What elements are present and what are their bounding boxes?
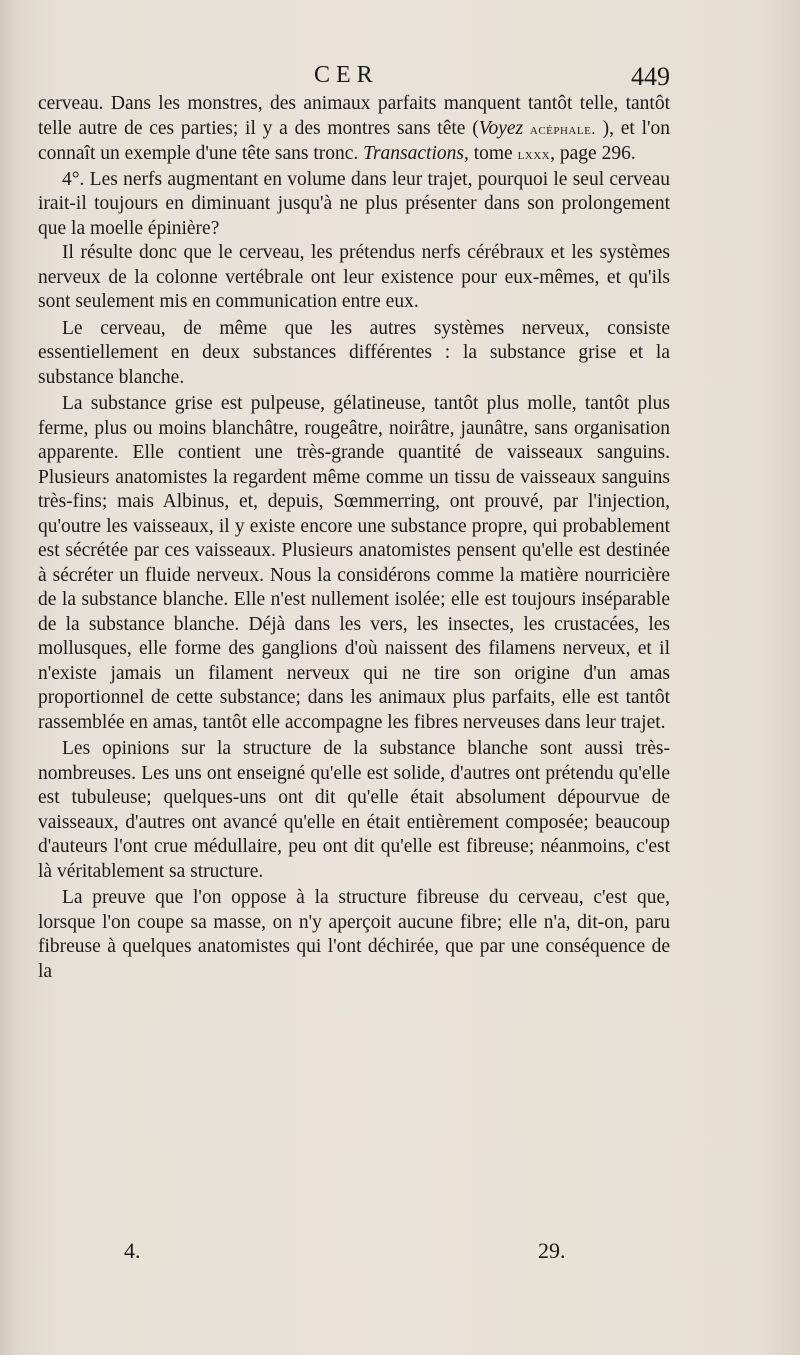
page-header [38, 62, 670, 94]
paragraph-7: La preuve que l'on oppose à la structure fibreuse du cerveau, c'est que, lorsque l'on coupe sa masse, on n'y aperçoit aucune fibre; elle n'a, dit-on, paru fibreuse à quelques anatomistes qui l'ont déchirée, que par une conséquence de la [38, 887, 670, 982]
paragraph-1-italic-voyez: Voyez [478, 117, 524, 139]
page-number: 449 [631, 62, 670, 91]
paragraph-1 [38, 92, 670, 168]
paragraph-1-text-b: ), et l'on connaît un exemple d'une tête sans tronc. [38, 117, 670, 164]
running-head: CER [314, 62, 379, 88]
paragraph-2: 4°. Les nerfs augmentant en volume dans leur trajet, pourquoi le seul cerveau irait-il toujours en diminuant jusqu'à ne plus présenter dans son prolongement que la moelle épinière? [38, 168, 670, 239]
signature-mark-left: 4. [124, 1238, 141, 1263]
paragraph-1-text-c: , tome [463, 143, 518, 164]
body-text [38, 92, 670, 984]
signature-mark-right: 29. [538, 1238, 566, 1263]
paragraph-1-smallcaps-tome: lxxx [517, 146, 551, 163]
paragraph-3: Il résulte donc que le cerveau, les prétendus nerfs cérébraux et les systèmes nerveux de la colonne vertébrale ont leur existence pour eux-mêmes, et qu'ils sont seulement mis en communication entre eux. [38, 242, 670, 312]
paragraph-1-smallcaps-acephale: acéphale. [529, 120, 596, 138]
paragraph-6: Les opinions sur la structure de la substance blanche sont aussi très-nombreuses. Les uns ont enseigné qu'elle est solide, d'autres ont prétendu qu'elle est tubuleuse; quelques-uns ont dit qu'elle était absolument dépourvue de vaisseaux, d'autres ont avancé qu'elle en était entièrement composée; beaucoup d'auteurs l'ont crue médullaire, peu ont dit qu'elle est fibreuse; néanmoins, c'est là véritablement sa structure. [38, 738, 670, 882]
page-footer [38, 1238, 670, 1268]
paragraph-1-italic-transactions: Transactions [363, 143, 464, 164]
paragraph-1-text-a: cerveau. Dans les monstres, des animaux parfaits manquent tantôt telle, tantôt telle autre de ces parties; il y a des montres sans tête ( [38, 93, 670, 139]
paragraph-5: La substance grise est pulpeuse, gélatineuse, tantôt plus molle, tantôt plus ferme, plus ou moins blanchâtre, rougeâtre, noirâtre, jaunâtre, sans organisation apparente. Elle contient une très-grande quantité de vaisseaux sanguins. Plusieurs anatomistes la regardent même comme un tissu de vaisseaux sanguins très-fins; mais Albinus, et, depuis, Sœmmerring, ont prouvé, par l'injection, qu'outre les vaisseaux, il y existe encore une substance propre, qui probablement est sécrétée par ces vaisseaux. Plusieurs anatomistes pensent qu'elle est destinée à sécréter un fluide nerveux. Nous la considérons comme la matière nourricière de la substance blanche. Elle n'est nullement isolée; elle est toujours inséparable de la substance blanche. Déjà dans les vers, les insectes, les crustacées, les mollusques, elle forme des ganglions d'où naissent des filamens nerveux, et il n'existe jamais un filament nerveux qui ne tire son origine d'un amas proportionnel de cette substance; dans les animaux plus parfaits, elle est tantôt rassemblée en amas, tantôt elle accompagne les fibres nerveuses dans leur trajet. [38, 393, 670, 733]
paragraph-4: Le cerveau, de même que les autres systèmes nerveux, consiste essentiellement en deux substances différentes : la substance grise et la substance blanche. [38, 317, 670, 388]
paragraph-1-text-d: , page 296. [550, 143, 636, 164]
